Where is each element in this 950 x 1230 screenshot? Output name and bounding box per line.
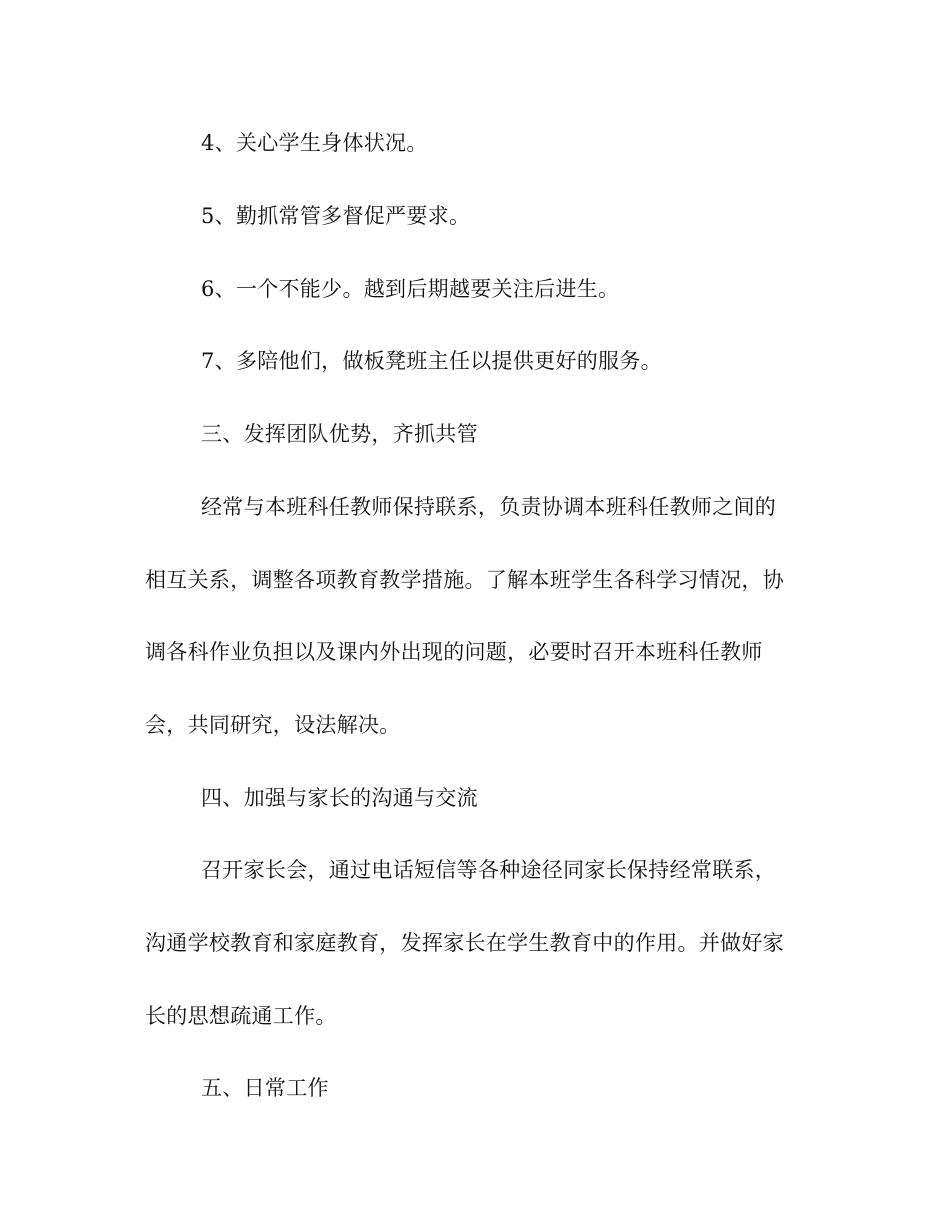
list-item-7: 7、多陪他们，做板凳班主任以提供更好的服务。 xyxy=(201,349,662,373)
paragraph-line: 沟通学校教育和家庭教育，发挥家长在学生教育中的作用。并做好家 xyxy=(145,931,784,955)
list-item-6: 6、一个不能少。越到后期越要关注后进生。 xyxy=(201,277,620,301)
paragraph-line: 调各科作业负担以及课内外出现的问题，必要时召开本班科任教师 xyxy=(145,640,763,664)
section-heading-3: 三、发挥团队优势，齐抓共管 xyxy=(201,422,478,446)
list-item-4: 4、关心学生身体状况。 xyxy=(201,131,428,155)
paragraph-line: 会，共同研究，设法解决。 xyxy=(145,713,401,737)
section-heading-4: 四、加强与家长的沟通与交流 xyxy=(201,786,478,810)
paragraph-line: 经常与本班科任教师保持联系，负责协调本班科任教师之间的 xyxy=(201,495,777,519)
paragraph-line: 召开家长会，通过电话短信等各种途径同家长保持经常联系， xyxy=(201,858,777,882)
paragraph-line: 长的思想疏通工作。 xyxy=(145,1004,337,1028)
paragraph-line: 相互关系，调整各项教育教学措施。了解本班学生各科学习情况，协 xyxy=(145,568,784,592)
list-item-5: 5、勤抓常管多督促严要求。 xyxy=(201,204,471,228)
section-heading-5: 五、日常工作 xyxy=(201,1076,329,1100)
